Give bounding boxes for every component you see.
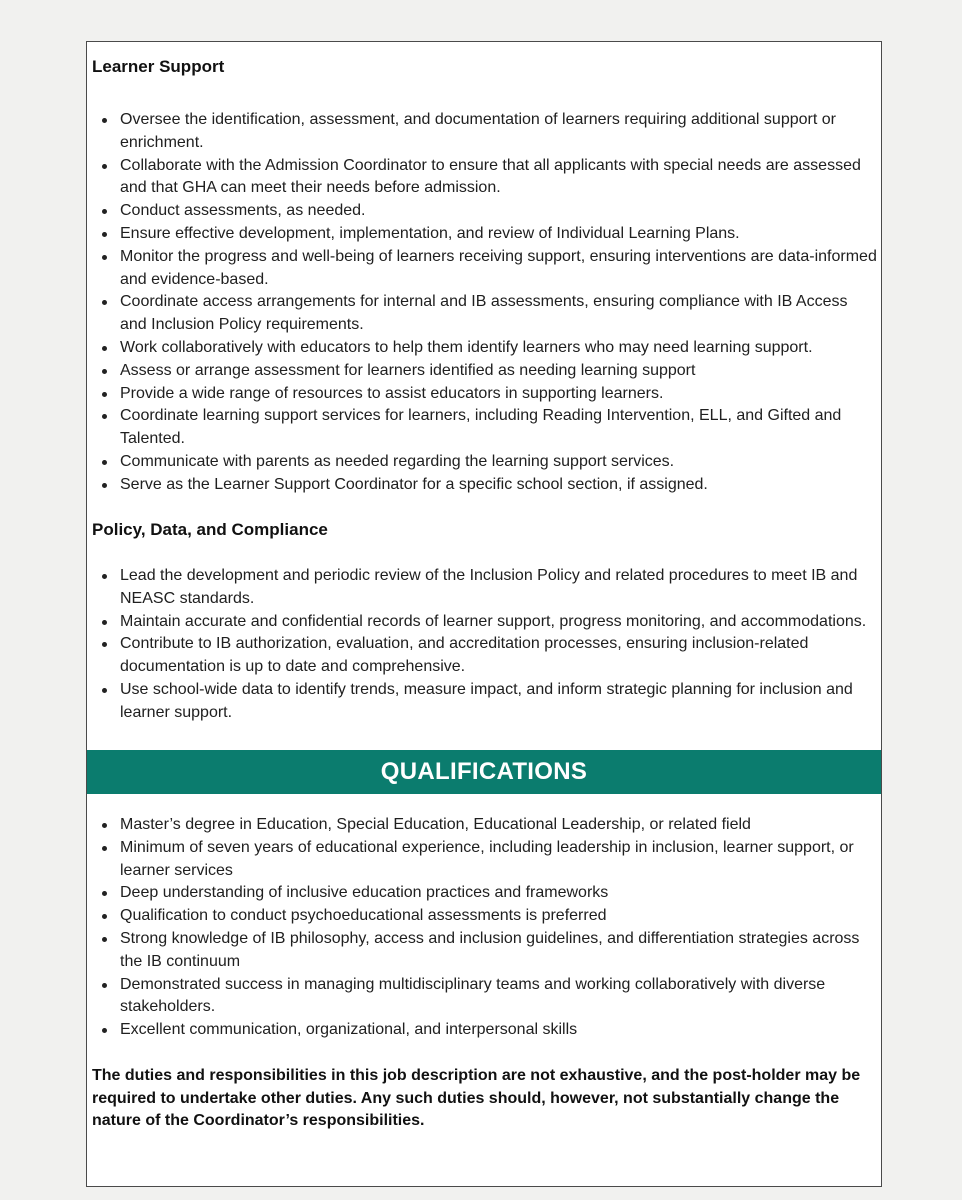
list-item: Assess or arrange assessment for learners identified as needing learning support xyxy=(120,360,878,383)
learner-support-heading: Learner Support xyxy=(92,57,225,76)
disclaimer-text: The duties and responsibilities in this job description are not exhaustive, and the post-holder may be required to undertake other duties. Any such duties should, however, not substantially change the nature of the Coordinator’s responsibilities. xyxy=(92,1067,861,1129)
list-item: Deep understanding of inclusive education practices and frameworks xyxy=(120,882,878,905)
qualifications-list xyxy=(87,814,878,1042)
list-item: Contribute to IB authorization, evaluation, and accreditation processes, ensuring inclusion-related documentation is up to date and comprehensive. xyxy=(120,633,878,679)
list-item: Ensure effective development, implementation, and review of Individual Learning Plans. xyxy=(120,223,878,246)
list-item: Collaborate with the Admission Coordinator to ensure that all applicants with special needs are assessed and that GHA can meet their needs before admission. xyxy=(120,155,878,201)
list-item: Minimum of seven years of educational experience, including leadership in inclusion, learner support, or learner services xyxy=(120,837,878,883)
list-item: Use school-wide data to identify trends, measure impact, and inform strategic planning for inclusion and learner support. xyxy=(120,679,878,725)
list-item: Work collaboratively with educators to help them identify learners who may need learning support. xyxy=(120,337,878,360)
list-item: Oversee the identification, assessment, and documentation of learners requiring additional support or enrichment. xyxy=(120,109,878,155)
list-item: Master’s degree in Education, Special Education, Educational Leadership, or related field xyxy=(120,814,878,837)
list-item: Serve as the Learner Support Coordinator for a specific school section, if assigned. xyxy=(120,474,878,497)
list-item: Communicate with parents as needed regarding the learning support services. xyxy=(120,451,878,474)
list-item: Excellent communication, organizational, and interpersonal skills xyxy=(120,1019,878,1042)
list-item: Maintain accurate and confidential records of learner support, progress monitoring, and accommodations. xyxy=(120,611,878,634)
qualifications-banner xyxy=(87,750,881,794)
learner-support-list xyxy=(87,109,878,497)
list-item: Lead the development and periodic review of the Inclusion Policy and related procedures to meet IB and NEASC standards. xyxy=(120,565,878,611)
qualifications-title: QUALIFICATIONS xyxy=(380,758,588,785)
policy-list xyxy=(87,565,878,725)
list-item: Coordinate learning support services for learners, including Reading Intervention, ELL, and Gifted and Talented. xyxy=(120,405,878,451)
list-item: Monitor the progress and well-being of learners receiving support, ensuring interventions are data-informed and evidence-based. xyxy=(120,246,878,292)
list-item: Provide a wide range of resources to assist educators in supporting learners. xyxy=(120,383,878,406)
list-item: Qualification to conduct psychoeducational assessments is preferred xyxy=(120,905,878,928)
list-item: Conduct assessments, as needed. xyxy=(120,200,878,223)
document-page xyxy=(86,41,882,1187)
list-item: Strong knowledge of IB philosophy, access and inclusion guidelines, and differentiation strategies across the IB continuum xyxy=(120,928,878,974)
list-item: Coordinate access arrangements for internal and IB assessments, ensuring compliance with IB Access and Inclusion Policy requirements. xyxy=(120,291,878,337)
list-item: Demonstrated success in managing multidisciplinary teams and working collaboratively with diverse stakeholders. xyxy=(120,974,878,1020)
policy-heading: Policy, Data, and Compliance xyxy=(92,520,328,539)
